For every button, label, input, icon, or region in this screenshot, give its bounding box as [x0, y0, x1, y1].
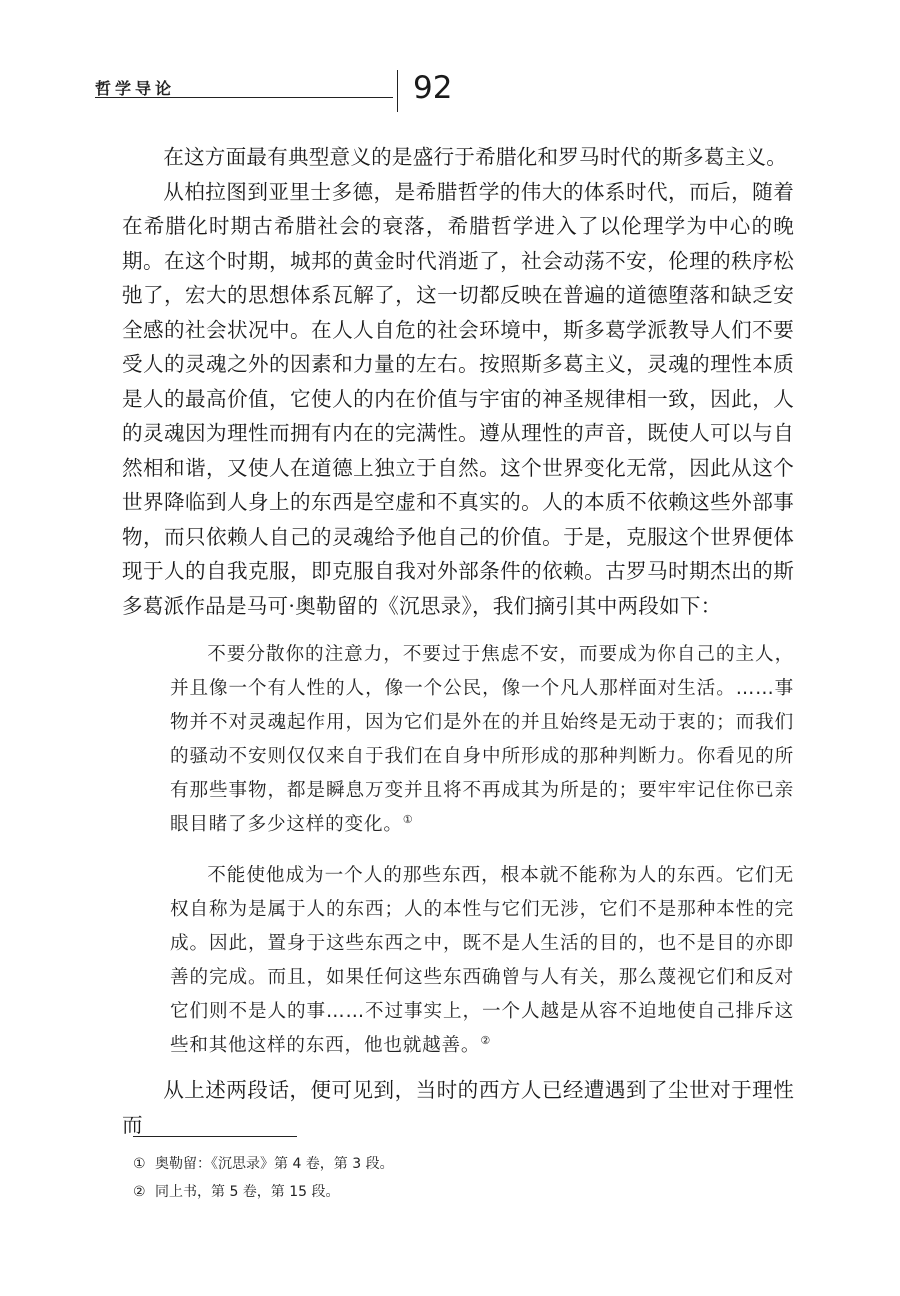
header-rule — [95, 97, 393, 98]
footnotes — [133, 1150, 733, 1206]
footnote-ref-2: ② — [480, 1033, 491, 1047]
paragraph-stoicism: 从柏拉图到亚里士多德，是希腊哲学的伟大的体系时代，而后，随着在希腊化时期古希腊社会的衰落，希腊哲学进入了以伦理学为中心的晚期。在这个时期，城邦的黄金时代消逝了，社会动荡不安，伦理的秩序松弛了，宏大的思想体系瓦解了，这一切都反映在普遍的道德堕落和缺乏安全感的社会状况中。在人人自危的社会环境中，斯多葛学派教导人们不要受人的灵魂之外的因素和力量的左右。按照斯多葛主义，灵魂的理性本质是人的最高价值，它使人的内在价值与宇宙的神圣规律相一致，因此，人的灵魂因为理性而拥有内在的完满性。遵从理性的声音，既使人可以与自然相和谐，又使人在道德上独立于自然。这个世界变化无常，因此从这个世界降临到人身上的东西是空虚和不真实的。人的本质不依赖这些外部事物，而只依赖人自己的灵魂给予他自己的价值。于是，克服这个世界便体现于人的自我克服，即克服自我对外部条件的依赖。古罗马时期杰出的斯多葛派作品是马可·奥勒留的《沉思录》，我们摘引其中两段如下： — [122, 179, 794, 618]
quotation-2-text: 不能使他成为一个人的那些东西，根本就不能称为人的东西。它们无权自称为是属于人的东西；人的本性与它们无涉，它们不是那种本性的完成。因此，置身于这些东西之中，既不是人生活的目的，也不是目的亦即善的完成。而且，如果任何这些东西确曾与人有关，那么蔑视它们和反对它们则不是人的事……不过事实上，一个人越是从容不迫地使自己排斥这些和其他这样的东西，他也就越善。 — [170, 865, 794, 1056]
header-divider — [397, 70, 398, 112]
quotation-2 — [170, 859, 794, 1063]
quotation-1-text: 不要分散你的注意力，不要过于焦虑不安，而要成为你自己的主人，并且像一个有人性的人，像一个公民，像一个凡人那样面对生活。……事物并不对灵魂起作用，因为它们是外在的并且始终是无动于衷的；而我们的骚动不安则仅仅来自于我们在自身中所形成的那种判断力。你看见的所有那些事物，都是瞬息万变并且将不再成其为所是的；要牢牢记住你已亲眼目睹了多少这样的变化。 — [170, 644, 794, 835]
paragraph-intro: 在这方面最有典型意义的是盛行于希腊化和罗马时代的斯多葛主义。 — [163, 145, 787, 169]
quotation-block — [122, 638, 794, 1063]
footnote-ref-1: ① — [402, 812, 414, 826]
quotation-1 — [170, 638, 794, 842]
book-title: 哲学导论 — [95, 79, 176, 98]
footnote-1-text: 奥勒留：《沉思录》第 4 卷，第 3 段。 — [155, 1156, 394, 1172]
footnote-1-mark: ① — [133, 1156, 146, 1172]
paragraph-conclusion: 从上述两段话，便可见到，当时的西方人已经遭遇到了尘世对于理性而 — [122, 1078, 794, 1137]
footnote-rule — [133, 1136, 297, 1137]
footnote-1 — [133, 1150, 733, 1178]
footnote-2-text: 同上书，第 5 卷，第 15 段。 — [155, 1184, 340, 1200]
footnote-2 — [133, 1178, 733, 1206]
main-text — [122, 140, 794, 1142]
footnote-2-mark: ② — [133, 1184, 146, 1200]
page-number: 92 — [413, 70, 453, 106]
running-header — [95, 70, 453, 114]
